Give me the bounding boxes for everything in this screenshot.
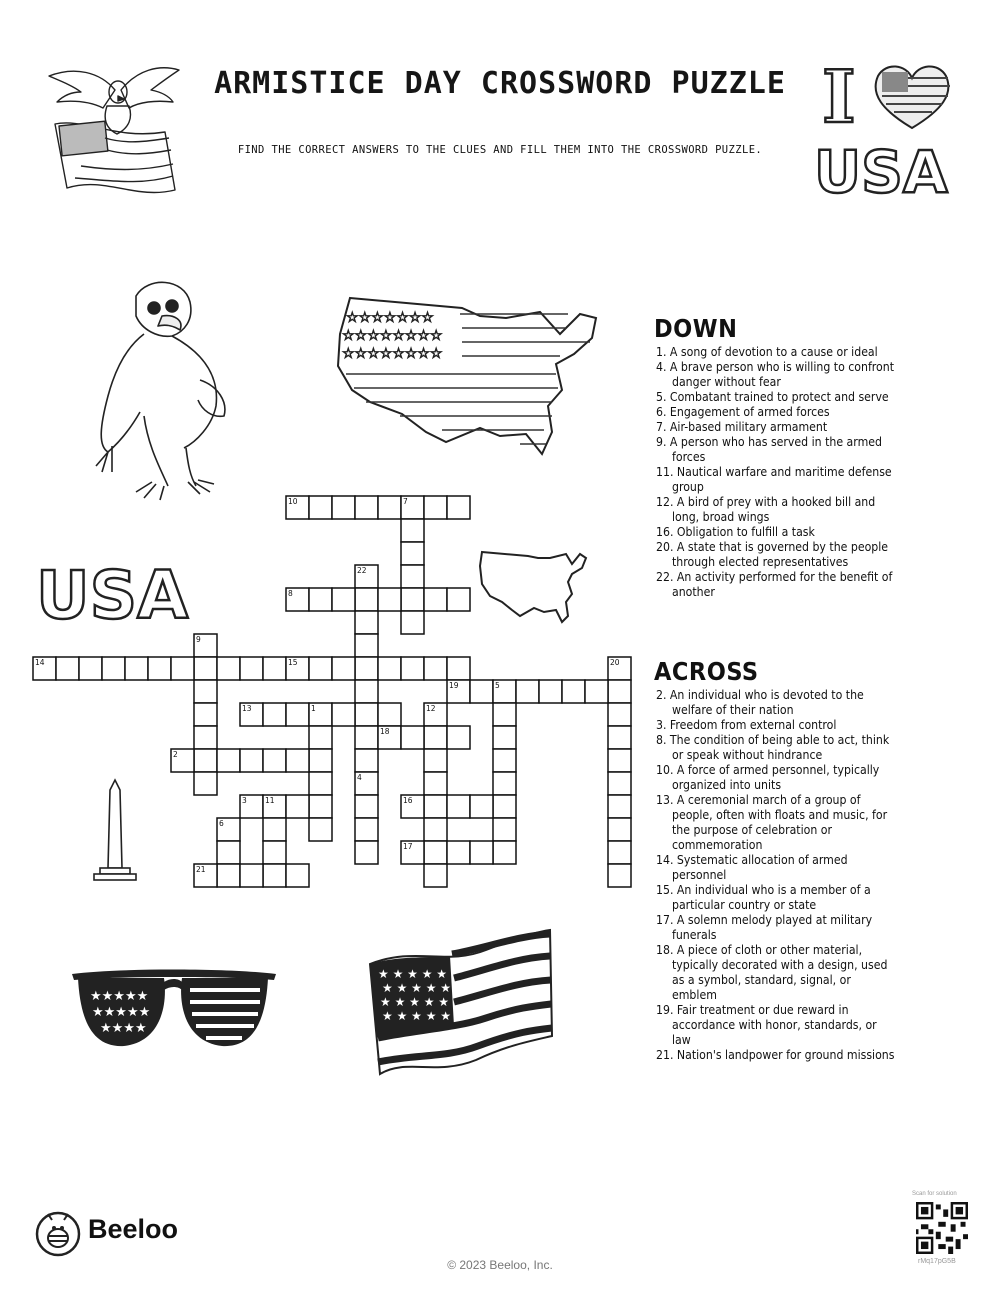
crossword-cell[interactable]	[608, 841, 631, 864]
crossword-cell[interactable]	[424, 496, 447, 519]
clue-item: 15. An individual who is a member of a particular country or state	[656, 883, 871, 912]
clue-number: 4	[357, 773, 362, 782]
svg-text:★★★★: ★★★★	[100, 1021, 147, 1036]
crossword-cell[interactable]	[309, 657, 332, 680]
clue-number: 12	[426, 704, 436, 713]
clue-item: 5. Combatant trained to protect and serve	[656, 390, 889, 404]
crossword-cell[interactable]	[332, 703, 355, 726]
crossword-cell[interactable]	[102, 657, 125, 680]
svg-text:★ ★ ★ ★ ★: ★ ★ ★ ★ ★	[378, 967, 448, 981]
crossword-cell[interactable]	[194, 726, 217, 749]
crossword-cell[interactable]	[493, 749, 516, 772]
clue-number: 6	[219, 819, 224, 828]
clue-number: 20	[610, 658, 620, 667]
crossword-cell[interactable]	[424, 726, 447, 749]
crossword-cell[interactable]	[332, 588, 355, 611]
clue-item: 21. Nation's landpower for ground missions	[656, 1048, 895, 1062]
crossword-cell[interactable]	[286, 864, 309, 887]
clue-number: 7	[403, 497, 408, 506]
clue-item: 7. Air-based military armament	[656, 420, 828, 434]
crossword-cell[interactable]	[424, 749, 447, 772]
crossword-cell[interactable]	[447, 496, 470, 519]
crossword-cell[interactable]	[493, 726, 516, 749]
crossword-cell[interactable]	[263, 864, 286, 887]
clue-number: 21	[196, 865, 206, 874]
clue-item: 20. A state that is governed by the people through elected representatives	[656, 540, 889, 569]
clue-item: 10. A force of armed personnel, typically organized into units	[656, 763, 880, 792]
crossword-cell[interactable]	[286, 795, 309, 818]
beeloo-logo-icon	[34, 1210, 82, 1258]
crossword-cell[interactable]	[355, 657, 378, 680]
qr-code-icon[interactable]	[916, 1202, 968, 1254]
clue-item: 9. A person who has served in the armed forces	[656, 435, 882, 464]
crossword-cell[interactable]	[286, 703, 309, 726]
crossword-cell[interactable]	[608, 726, 631, 749]
crossword-cell[interactable]	[608, 749, 631, 772]
crossword-cell[interactable]	[608, 680, 631, 703]
crossword-cell[interactable]	[194, 749, 217, 772]
crossword-cell[interactable]	[378, 588, 401, 611]
crossword-cell[interactable]	[401, 542, 424, 565]
crossword-cell[interactable]	[493, 841, 516, 864]
crossword-cell[interactable]	[263, 841, 286, 864]
crossword-cell[interactable]	[470, 841, 493, 864]
crossword-cell[interactable]	[309, 795, 332, 818]
down-heading: DOWN	[654, 314, 738, 343]
instructions-text: FIND THE CORRECT ANSWERS TO THE CLUES AND FILL THEM INTO THE CROSSWORD PUZZLE.	[237, 144, 763, 156]
clue-item: 4. A brave person who is willing to confront danger without fear	[656, 360, 895, 389]
crossword-cell[interactable]	[355, 726, 378, 749]
crossword-cell[interactable]	[263, 818, 286, 841]
clue-number: 5	[495, 681, 500, 690]
clue-item: 8. The condition of being able to act, think or speak without hindrance	[656, 733, 890, 762]
crossword-cell[interactable]	[217, 657, 240, 680]
clue-number: 13	[242, 704, 252, 713]
flag-sunglasses-icon	[68, 966, 280, 1052]
crossword-cell[interactable]	[378, 496, 401, 519]
crossword-cell[interactable]	[608, 703, 631, 726]
across-clue-list	[656, 688, 896, 1063]
badge-letter-i: I	[822, 58, 856, 139]
clue-number: 18	[380, 727, 390, 736]
clue-number: 8	[288, 589, 293, 598]
crossword-cell[interactable]	[194, 772, 217, 795]
page-title: ARMISTICE DAY CROSSWORD PUZZLE	[214, 66, 786, 101]
washington-monument-icon	[92, 778, 138, 884]
crossword-cell[interactable]	[516, 680, 539, 703]
clue-number: 2	[173, 750, 178, 759]
crossword-cell[interactable]	[286, 749, 309, 772]
crossword-cell[interactable]	[355, 749, 378, 772]
clue-item: 2. An individual who is devoted to the welfare of their nation	[656, 688, 864, 717]
clue-item: 1. A song of devotion to a cause or ideal	[656, 345, 878, 359]
crossword-cell[interactable]	[332, 496, 355, 519]
crossword-cell[interactable]	[355, 795, 378, 818]
crossword-cell[interactable]	[332, 657, 355, 680]
clue-number: 19	[449, 681, 459, 690]
clue-item: 17. A solemn melody played at military funerals	[656, 913, 873, 942]
down-clue-list	[656, 345, 896, 600]
crossword-cell[interactable]	[355, 703, 378, 726]
crossword-cell[interactable]	[240, 749, 263, 772]
svg-text:★★★★★: ★★★★★	[90, 989, 149, 1004]
crossword-cell[interactable]	[240, 657, 263, 680]
crossword-cell[interactable]	[309, 588, 332, 611]
crossword-cell[interactable]	[56, 657, 79, 680]
crossword-cell[interactable]	[585, 680, 608, 703]
clue-item: 16. Obligation to fulfill a task	[656, 525, 815, 539]
crossword-cell[interactable]	[424, 864, 447, 887]
crossword-cell[interactable]	[263, 703, 286, 726]
crossword-cell[interactable]	[355, 841, 378, 864]
svg-text:☆☆☆☆☆☆☆: ☆☆☆☆☆☆☆	[346, 310, 434, 326]
clue-item: 12. A bird of prey with a hooked bill and long, broad wings	[656, 495, 876, 524]
crossword-cell[interactable]	[217, 841, 240, 864]
crossword-cell[interactable]	[355, 634, 378, 657]
crossword-cell[interactable]	[470, 680, 493, 703]
crossword-cell[interactable]	[263, 749, 286, 772]
crossword-cell[interactable]	[355, 588, 378, 611]
crossword-cell[interactable]	[401, 726, 424, 749]
crossword-cell[interactable]	[424, 772, 447, 795]
crossword-cell[interactable]	[355, 818, 378, 841]
clue-item: 14. Systematic allocation of armed personnel	[656, 853, 848, 882]
crossword-cell[interactable]	[79, 657, 102, 680]
svg-text:★★★★★: ★★★★★	[92, 1005, 151, 1020]
clue-item: 11. Nautical warfare and maritime defense group	[656, 465, 892, 494]
clue-number: 17	[403, 842, 413, 851]
clue-item: 18. A piece of cloth or other material, typically decorated with a design, used as a symbol, standard, signal, or emblem	[656, 943, 888, 1002]
crossword-cell[interactable]	[401, 588, 424, 611]
crossword-cell[interactable]	[470, 795, 493, 818]
crossword-cell[interactable]	[378, 657, 401, 680]
crossword-cell[interactable]	[263, 657, 286, 680]
crossword-cell[interactable]	[125, 657, 148, 680]
crossword-cell[interactable]	[194, 657, 217, 680]
crossword-cell[interactable]	[447, 588, 470, 611]
usa-sticker-text: USA	[36, 557, 189, 626]
crossword-cell[interactable]	[194, 703, 217, 726]
svg-text:★ ★ ★ ★ ★: ★ ★ ★ ★ ★	[382, 1009, 452, 1023]
crossword-cell[interactable]	[194, 680, 217, 703]
crossword-cell[interactable]	[424, 841, 447, 864]
clue-number: 1	[311, 704, 316, 713]
crossword-cell[interactable]	[240, 864, 263, 887]
crossword-cell[interactable]	[424, 588, 447, 611]
crossword-cell[interactable]	[447, 726, 470, 749]
crossword-cell[interactable]	[309, 726, 332, 749]
crossword-cell[interactable]	[493, 818, 516, 841]
clue-number: 10	[288, 497, 298, 506]
clue-item: 6. Engagement of armed forces	[656, 405, 830, 419]
clue-item: 22. An activity performed for the benefit of another	[656, 570, 893, 599]
clue-item: 3. Freedom from external control	[656, 718, 837, 732]
crossword-cell[interactable]	[148, 657, 171, 680]
clue-number: 9	[196, 635, 201, 644]
clue-number: 16	[403, 796, 413, 805]
crossword-cell[interactable]	[401, 611, 424, 634]
crossword-cell[interactable]	[378, 703, 401, 726]
clue-number: 14	[35, 658, 45, 667]
crossword-cell[interactable]	[447, 841, 470, 864]
svg-text:★ ★ ★ ★ ★: ★ ★ ★ ★ ★	[382, 981, 452, 995]
crossword-cell[interactable]	[309, 818, 332, 841]
copyright-text: © 2023 Beeloo, Inc.	[447, 1258, 553, 1272]
qr-caption: Scan for solution	[912, 1191, 957, 1197]
crossword-cell[interactable]	[171, 657, 194, 680]
crossword-cell[interactable]	[608, 772, 631, 795]
crossword-cell[interactable]	[401, 657, 424, 680]
crossword-cell[interactable]	[608, 818, 631, 841]
qr-code-label: rMq17pG5B	[918, 1258, 956, 1265]
crossword-cell[interactable]	[355, 496, 378, 519]
across-heading: ACROSS	[654, 657, 759, 686]
crossword-cell[interactable]	[355, 611, 378, 634]
crossword-cell[interactable]	[217, 864, 240, 887]
crossword-cell[interactable]	[309, 772, 332, 795]
crossword-cell[interactable]	[217, 749, 240, 772]
crossword-cell[interactable]	[493, 795, 516, 818]
clue-number: 11	[265, 796, 275, 805]
crossword-cell[interactable]	[424, 818, 447, 841]
crossword-cell[interactable]	[608, 864, 631, 887]
crossword-cell[interactable]	[608, 795, 631, 818]
crossword-cell[interactable]	[493, 703, 516, 726]
crossword-cell[interactable]	[401, 519, 424, 542]
brand-name: Beeloo	[88, 1214, 179, 1244]
crossword-cell[interactable]	[424, 657, 447, 680]
crossword-cell[interactable]	[355, 680, 378, 703]
svg-text:★ ★ ★ ★ ★: ★ ★ ★ ★ ★	[380, 995, 450, 1009]
crossword-cell[interactable]	[447, 795, 470, 818]
crossword-cell[interactable]	[309, 749, 332, 772]
badge-usa-text: USA	[814, 138, 948, 198]
clue-number: 22	[357, 566, 367, 575]
crossword-cell[interactable]	[309, 496, 332, 519]
crossword-cell[interactable]	[493, 772, 516, 795]
clue-item: 19. Fair treatment or due reward in accordance with honor, standards, or law	[656, 1003, 877, 1047]
clue-item: 13. A ceremonial march of a group of people, often with floats and music, for the purpose of celebration or commemoration	[656, 793, 888, 852]
svg-text:☆☆☆☆☆☆☆☆: ☆☆☆☆☆☆☆☆	[342, 328, 443, 344]
clue-number: 3	[242, 796, 247, 805]
crossword-cell[interactable]	[424, 795, 447, 818]
crossword-cell[interactable]	[447, 657, 470, 680]
waving-flag-icon	[366, 926, 556, 1078]
crossword-cell[interactable]	[539, 680, 562, 703]
crossword-cell[interactable]	[401, 565, 424, 588]
svg-text:☆☆☆☆☆☆☆☆: ☆☆☆☆☆☆☆☆	[342, 346, 443, 362]
crossword-cell[interactable]	[562, 680, 585, 703]
clue-number: 15	[288, 658, 298, 667]
